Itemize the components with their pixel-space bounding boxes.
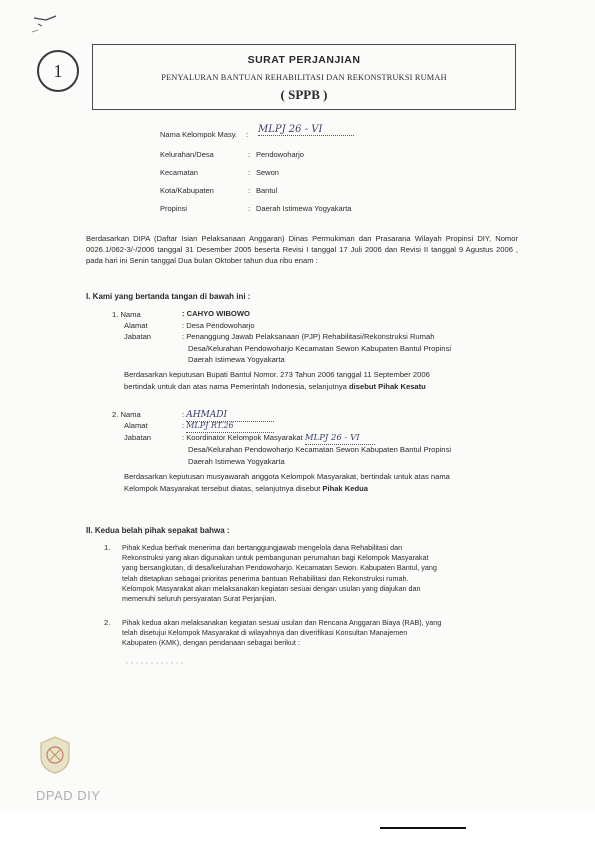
bottom-margin [0, 812, 595, 842]
party2-basis-line1: Berdasarkan keputusan musyawarah anggota Kelompok Masyarakat, bertindak untuk atas nama [124, 472, 450, 481]
list-item-line: Pihak Kedua berhak menerima dan bertanggungjawab mengelola dana Rehabilitasi dan [122, 543, 403, 552]
intro-paragraph: Berdasarkan DIPA (Daftar Isian Pelaksanaan Anggaran) Dinas Permukiman dan Prasarana Wilayah Propinsi DIY, Nomor 0026.1/062-3/-/2006 tanggal 31 Desember 2005 beserta Revisi I tanggal 17 Juli 2006 dan Revisi II tanggal 9 Agustus 2006 , pada hari ini Senin tanggal Dua bulan Oktober tahun dua ribu enam : [86, 234, 518, 266]
identity-label: Kota/Kabupaten [160, 186, 214, 195]
party2-basis-text: Kelompok Masyarakat tersebut diatas, selanjutnya disebut [124, 484, 323, 493]
party2-name-row: : AHMADI [182, 410, 274, 422]
title-box [92, 44, 516, 110]
identity-value-handwritten: MLPJ 26 - VI [258, 124, 354, 136]
party1-position-label: Jabatan [124, 332, 152, 341]
party1-address-label: Alamat [124, 321, 148, 330]
section-1-heading: I. Kami yang bertanda tangan di bawah ini : [86, 292, 251, 301]
party2-group-handwritten: MLPJ 26 - VI [305, 433, 375, 445]
pen-mark-icon [30, 6, 70, 36]
section-2-heading: II. Kedua belah pihak sepakat bahwa : [86, 526, 230, 535]
identity-sep: : [248, 204, 251, 213]
identity-value: Pendowoharjo [256, 150, 304, 159]
list-item-line: telah disetujui Kelompok Masyarakat di wilayahnya dan diverifikasi Konsultan Manajemen [122, 628, 408, 638]
list-item-line: telah ditetapkan sebagai prioritas penerima bantuan Rehabilitasi dan Rekonstruksi rumah. [122, 573, 409, 583]
party2-address-handwritten: MLPJ RT.26 [186, 421, 274, 433]
party2-basis-line2 [124, 484, 368, 495]
list-item-number: 1. [104, 543, 111, 552]
list-item [122, 618, 522, 649]
party1-designation: disebut Pihak Kesatu [349, 382, 426, 391]
footer-line [380, 827, 466, 829]
party1-name: : CAHYO WIBOWO [182, 309, 250, 318]
party1-position-line3: Daerah Istimewa Yogyakarta [188, 355, 285, 364]
identity-label: Propinsi [160, 204, 188, 213]
identity-sep: : [248, 186, 251, 195]
identity-label: Kelurahan/Desa [160, 150, 214, 159]
list-item [122, 543, 522, 604]
list-item-line: Kabupaten (KMK), dengan pendanaan sebagai berikut : [122, 638, 300, 648]
document-number: 1 [37, 50, 79, 92]
identity-label: Nama Kelompok Masy. [160, 130, 237, 139]
party1-basis-line1: Berdasarkan keputusan Bupati Bantul Nomor. 273 Tahun 2006 tanggal 11 September 2006 [124, 370, 430, 379]
identity-sep: : [248, 168, 251, 177]
list-item-line: Pihak kedua akan melaksanakan kegiatan sesuai usulan dan Rencana Anggaran Biaya (RAB), yang [122, 618, 442, 627]
identity-sep: : [248, 150, 251, 159]
party1-basis-line2 [124, 382, 426, 393]
party2-position-row [182, 433, 375, 445]
watermark-text: DPAD DIY [36, 788, 101, 803]
party2-address-row: : MLPJ RT.26 [182, 421, 274, 433]
list-item-line: memenuhi seluruh persyaratan Surat Perjanjian. [122, 594, 277, 604]
party2-designation: Pihak Kedua [322, 484, 368, 493]
identity-value: Sewon [256, 168, 279, 177]
document-code: ( SPPB ) [280, 87, 328, 102]
identity-value: Daerah Istimewa Yogyakarta [256, 204, 352, 213]
list-item-line: yang bersangkutan, di desa/kelurahan Pendowoharjo. Kecamatan Sewon. Kabupaten Bantul, yang [122, 563, 437, 573]
party2-position-line3: Daerah Istimewa Yogyakarta [188, 457, 285, 466]
party2-address-label: Alamat [124, 421, 148, 430]
list-item-number: 2. [104, 618, 111, 627]
list-item-line: Rekonstruksi yang akan digunakan untuk pembangunan perumahan bagi Kelompok Masyarakat [122, 553, 429, 563]
party2-position: : Koordinator Kelompok Masyarakat [182, 433, 303, 442]
document-title: SURAT PERJANJIAN [247, 54, 361, 66]
document-subtitle: PENYALURAN BANTUAN REHABILITASI DAN REKONSTRUKSI RUMAH [161, 73, 447, 82]
identity-value: Bantul [256, 186, 278, 195]
party2-position-line2: Desa/Kelurahan Pendowoharjo Kecamatan Sewon Kabupaten Bantul Propinsi [188, 445, 452, 454]
party1-position-line2: Desa/Kelurahan Pendowoharjo Kecamatan Sewon Kabupaten Bantul Propinsi [188, 344, 452, 353]
party1-position: : Penanggung Jawab Pelaksanaan (PJP) Rehabilitasi/Rekonstruksi Rumah [182, 332, 435, 341]
party2-position-label: Jabatan [124, 433, 152, 442]
identity-label: Kecamatan [160, 168, 198, 177]
list-item-line: Kelompok Masyarakat akan melaksanakan kegiatan sesuai dengan usulan yang diajukan dan [122, 583, 421, 593]
party1-name-label: 1. Nama [112, 310, 141, 319]
party2-name-label: 2. Nama [112, 410, 141, 419]
party2-name-handwritten: AHMADI [186, 410, 274, 422]
identity-sep: : [246, 130, 249, 139]
party1-address: : Desa Pendowoharjo [182, 321, 255, 330]
party1-basis-text: bertindak untuk dan atas nama Pemerintah Indonesia, selanjutnya [124, 382, 350, 391]
dpad-seal-icon [36, 735, 74, 775]
faint-dotted-line [126, 660, 186, 666]
